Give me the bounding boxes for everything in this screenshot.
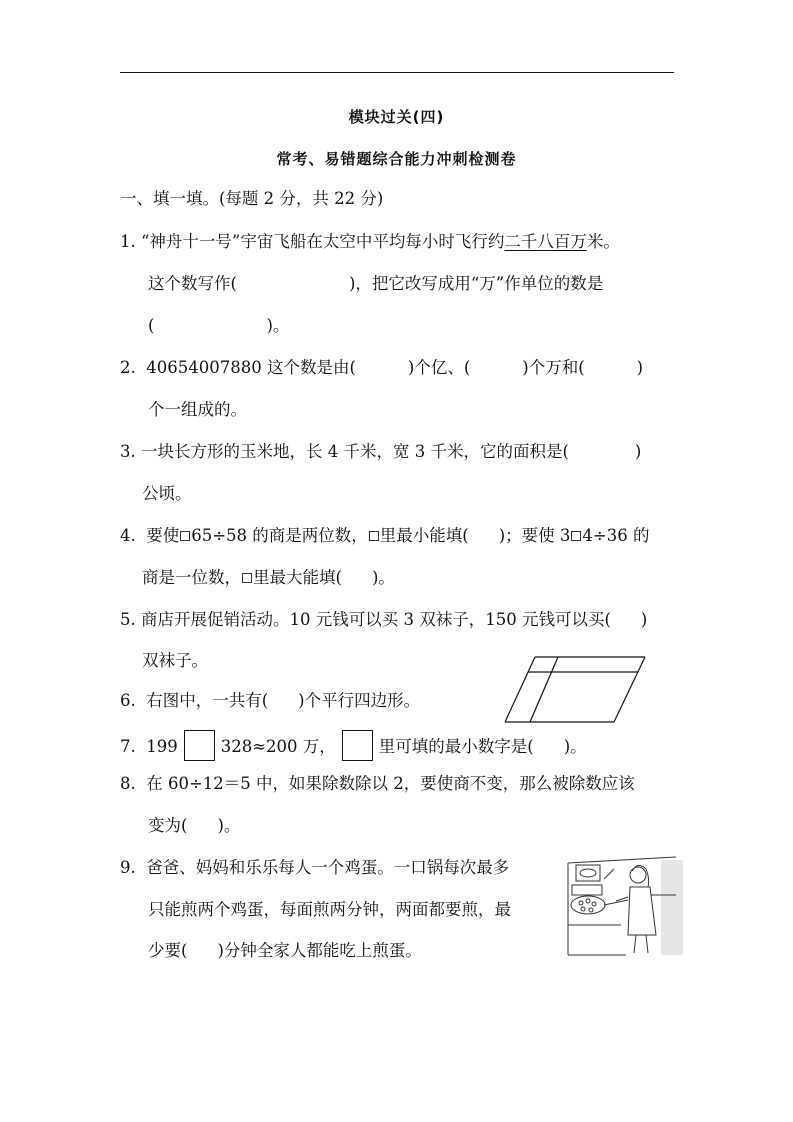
page-subtitle: 常考、易错题综合能力冲刺检测卷 — [276, 150, 517, 168]
question-9-line-1: 9. 爸爸、妈妈和乐乐每人一个鸡蛋。一口锅每次最多 — [120, 858, 510, 877]
digit-input-box[interactable] — [342, 730, 373, 761]
question-4-line-2: 商是一位数， 里最大能填( )。 — [142, 568, 395, 587]
question-8-line-2: 变为( )。 — [148, 816, 241, 835]
question-3-line-2: 公顷。 — [142, 484, 192, 503]
question-7-line-1: 7. 199 328≈200 万， 里可填的最小数字是( )。 — [120, 732, 587, 763]
question-5-line-2: 双袜子。 — [142, 651, 208, 670]
question-1-line-1: 1. “神舟十一号”宇宙飞船在太空中平均每小时飞行约二千八百万米。 — [120, 232, 620, 251]
question-2-line-1: 2. 40654007880 这个数是由( )个亿、( )个万和( ) — [120, 358, 644, 377]
question-4-line-1: 4. 要使 65÷58 的商是两位数， 里最小能填( )；要使 3 4÷36 的 — [120, 526, 650, 545]
header-rule — [120, 72, 674, 73]
digit-box — [180, 531, 190, 541]
question-6-line-1: 6. 右图中，一共有( )个平行四边形。 — [120, 691, 421, 710]
question-1-line-2: 这个数写作( )，把它改写成用“万”作单位的数是 — [148, 274, 604, 293]
woman-cooking-eggs-illustration — [566, 855, 684, 960]
question-8-line-1: 8. 在 60÷12＝5 中，如果除数除以 2，要使商不变，那么被除数应该 — [120, 774, 635, 793]
question-1-line-3: ( )。 — [148, 316, 290, 335]
digit-box — [571, 531, 581, 541]
question-2-line-2: 个一组成的。 — [148, 400, 247, 419]
digit-input-box[interactable] — [184, 730, 215, 761]
question-9-line-2: 只能煎两个鸡蛋，每面煎两分钟，两面都要煎，最 — [148, 900, 511, 919]
digit-box — [369, 531, 379, 541]
question-3-line-1: 3. 一块长方形的玉米地，长 4 千米，宽 3 千米，它的面积是( ) — [120, 442, 642, 461]
section-heading: 一、填一填。(每题 2 分，共 22 分) — [120, 189, 384, 208]
page-title: 模块过关(四) — [348, 108, 445, 126]
digit-box — [242, 573, 252, 583]
question-5-line-1: 5. 商店开展促销活动。10 元钱可以买 3 双袜子，150 元钱可以买( ) — [120, 610, 648, 629]
question-9-line-3: 少要( )分钟全家人都能吃上煎蛋。 — [148, 941, 422, 960]
parallelogram-diagram — [500, 652, 650, 728]
